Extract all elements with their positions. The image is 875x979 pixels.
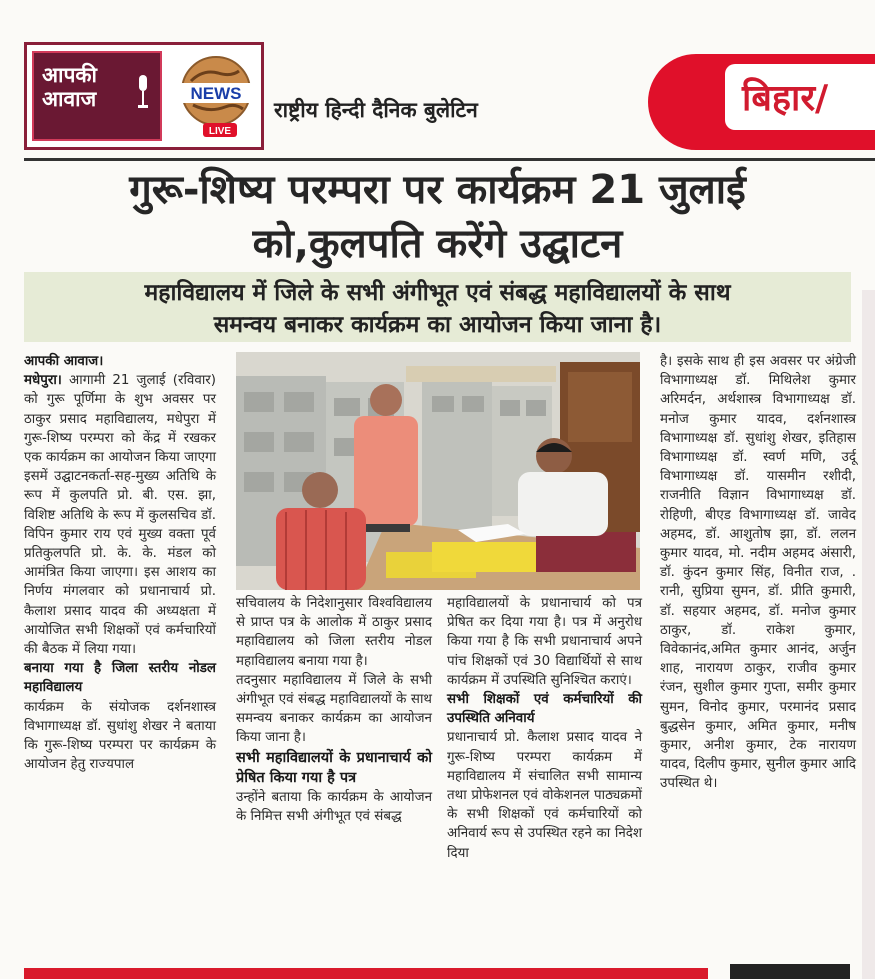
live-label: LIVE <box>208 126 232 137</box>
next-headline-band <box>24 968 708 979</box>
state-label: बिहार/ <box>742 78 829 119</box>
meeting-photo <box>236 352 640 590</box>
col4-para1: है। इसके साथ ही इस अवसर पर अंग्रेजी विभागाध्यक्ष डॉ. मिथिलेश कुमार अरिमर्दन, अर्थशास्त्र विभागाध्यक्ष डॉ. मनोज कुमार यादव, दर्शनशास्त्र विभागाध्यक्ष डॉ. सुधांशु शेखर, इतिहास विभागाध्यक्ष डॉ. स्वर्ण मणि, उर्दू विभागाध्यक्ष डॉ. यासमीन रशीदी, राजनीति विज्ञान विभागाध्यक्ष डॉ. रोहिणी, बीएड विभागाध्यक्ष डॉ. जावेद अहमद, डॉ. आशुतोष झा, डॉ. ललन कुमार यादव, मो. नदीम अहमद अंसारी, डॉ. कुंदन कुमार सिंह, विनीत राज, . रानी, सुप्रिया सुमन, डॉ. प्रीति कुमारी, डॉ. सहयार अहमद, डॉ. मनोज कुमार ठाकुर, डॉ. राकेश कुमार, विवेकानंद,अमित कुमार आनंद, अर्जुन शाह, नारायण ठाकुर, राजीव कुमार रंजन, सुशील कुमार गुप्ता, समीर कुमार सुमन, विनोद कुमार, परमानंद प्रसाद बुद्धसेन कुमार, अमित कुमार, मनीष कुमार, अनीश कुमार, टेक नारायण यादव, दिलीप कुमार, सुनील कुमार आदि उपस्थित थे। <box>660 354 856 792</box>
col3-para2: प्रधानाचार्य प्रो. कैलाश प्रसाद यादव ने गुरू-शिष्य परम्परा कार्यक्रम में महाविद्यालय में संचालित सभी सामान्य तथा प्रोफेशनल एवं वोकेशनल पाठ्यक्रमों के सभी शिक्षकों एवं कर्मचारियों को अनिवार्य रूप से उपस्थित रहने का निदेश दिया <box>447 730 642 861</box>
news-label: NEWS <box>190 84 242 103</box>
col3-para1: महाविद्यालयों के प्रधानाचार्य को पत्र प्रेषित कर दिया गया है। पत्र में अनुरोध किया गया है कि सभी प्रधानाचार्य अपने पांच शिक्षकों एवं 30 विद्यार्थियों से साथ कार्यक्रम में उपस्थिति सुनिश्चित कराएं। <box>447 596 642 688</box>
aapki-awaaj-logo <box>32 51 162 141</box>
col2-para2: तदनुसार महाविद्यालय में जिले के सभी अंगीभूत एवं संबद्ध महाविद्यालयों के साथ समन्वय बनाकर कार्यक्रम का आयोजन किया जाना है। <box>236 672 432 746</box>
subdeck-line1: महाविद्यालय में जिले के सभी अंगीभूत एवं संबद्ध महाविद्यालयों के साथ <box>144 280 731 306</box>
headline-line2: को,कुलपति करेंगे उद्घाटन <box>252 221 623 267</box>
dateline: मधेपुरा। <box>24 373 62 389</box>
adjacent-column-edge <box>862 290 875 979</box>
headline-line1: गुरू-शिष्य परम्परा पर कार्यक्रम 21 जुलाई <box>129 167 746 213</box>
logo-line2: आवाज <box>42 87 97 111</box>
col1-para2: कार्यक्रम के संयोजक दर्शनशास्त्र विभागाध्यक्ष डॉ. सुधांशु शेखर ने बताया कि गुरू-शिष्य परम्परा पर कार्यक्रम के आयोजन हेतु राज्यपाल <box>24 699 216 773</box>
col1-subhead: बनाया गया है जिला स्तरीय नोडल महाविद्यालय <box>24 661 216 696</box>
col2-para1: सचिवालय के निदेशानुसार विश्वविद्यालय से प्राप्त पत्र के आलोक में ठाकुर प्रसाद महाविद्यालय को जिला स्तरीय नोडल महाविद्यालय बनाया गया है। <box>236 596 432 669</box>
article-column-3 <box>447 594 642 863</box>
source-credit: आपकी आवाज। <box>24 354 104 369</box>
article-column-1 <box>24 352 216 774</box>
col2-subhead: सभी महाविद्यालयों के प्रधानाचार्य को प्रेषित किया गया है पत्र <box>236 749 432 786</box>
subdeck-line2: समन्वय बनाकर कार्यक्रम का आयोजन किया जाना है। <box>213 312 662 338</box>
logo-line1: आपकी <box>42 63 97 87</box>
news-live-globe-icon <box>173 51 259 141</box>
article-column-4 <box>660 352 856 794</box>
col1-para1: आगामी 21 जुलाई (रविवार) को गुरू पूर्णिमा के शुभ अवसर पर ठाकुर प्रसाद महाविद्यालय, मधेपुरा में गुरू-शिष्य परम्परा को केंद्र में रखकर एक कार्यक्रम का आयोजन किया जाएगा इसमें उद्घाटनकर्ता-सह-मुख्य अतिथि के रूप में कुलपति प्रो. बी. एस. झा, विशिष्ट अतिथि के रूप में कुलसचिव डॉ. विपिन कुमार राय एवं मुख्य वक्ता पूर्व प्रतिकुलपति प्रो. के. के. मंडल को आमंत्रित किया जाएगा। इस आशय का निर्णय मंगलवार को प्रधानाचार्य प्रो. कैलाश प्रसाद यादव की अध्यक्षता में आयोजित सभी शिक्षकों एवं कर्मचारियों की बैठक में लिया गया। <box>24 373 216 658</box>
microphone-icon <box>136 75 150 109</box>
article-column-2 <box>236 594 432 826</box>
masthead-divider <box>24 158 875 161</box>
masthead-tagline: राष्ट्रीय हिन्दी दैनिक बुलेटिन <box>274 98 478 122</box>
col2-para3: उन्होंने बताया कि कार्यक्रम के आयोजन के निमित्त सभी अंगीभूत एवं संबद्ध <box>236 789 432 824</box>
col3-subhead: सभी शिक्षकों एवं कर्मचारियों की उपस्थिति अनिवार्य <box>447 692 642 727</box>
next-headline-fragment <box>730 964 850 979</box>
masthead-logo <box>24 42 264 150</box>
